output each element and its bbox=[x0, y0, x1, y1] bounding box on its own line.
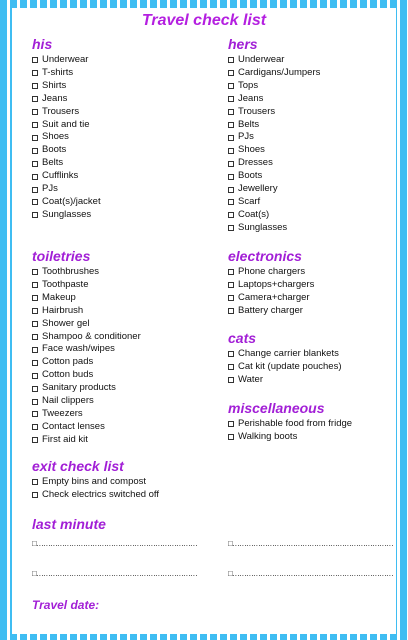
cats-list bbox=[228, 348, 342, 387]
blank-line[interactable]: □…………………………………………………………… bbox=[32, 539, 197, 548]
checklist-item[interactable] bbox=[228, 170, 320, 183]
checklist-item-label: PJs bbox=[238, 131, 254, 143]
checkbox-icon[interactable] bbox=[32, 347, 38, 353]
checklist-item[interactable] bbox=[228, 222, 320, 235]
checkbox-icon[interactable] bbox=[228, 109, 234, 115]
checkbox-icon[interactable] bbox=[228, 212, 234, 218]
checkbox-icon[interactable] bbox=[228, 70, 234, 76]
checklist-item-label: Sunglasses bbox=[42, 208, 92, 220]
his-heading: his bbox=[32, 36, 53, 52]
checklist-item[interactable] bbox=[228, 292, 314, 305]
exit-section bbox=[32, 458, 159, 502]
cats-section bbox=[228, 330, 342, 387]
checklist-item-label: Empty bins and compost bbox=[42, 476, 147, 487]
checklist-item-label: Boots bbox=[42, 144, 67, 156]
checklist-item[interactable] bbox=[228, 157, 320, 170]
checklist-item-label: Scarf bbox=[238, 195, 261, 207]
checkbox-icon[interactable] bbox=[32, 308, 38, 314]
blank-line[interactable]: □…………………………………………………………… bbox=[228, 539, 393, 548]
checkbox-icon[interactable] bbox=[32, 83, 38, 89]
checklist-item-label: PJs bbox=[42, 183, 58, 195]
checklist-item[interactable] bbox=[228, 361, 342, 374]
checkbox-icon[interactable] bbox=[32, 399, 38, 405]
cats-heading: cats bbox=[228, 330, 257, 346]
checklist-item[interactable] bbox=[32, 356, 141, 369]
checklist-item-label: Coat(s) bbox=[238, 208, 270, 220]
checkbox-icon[interactable] bbox=[32, 437, 38, 443]
checklist-item[interactable] bbox=[32, 106, 101, 119]
electronics-heading: electronics bbox=[228, 248, 302, 264]
checklist-item-label: Suit and tie bbox=[42, 118, 90, 130]
checklist-item[interactable] bbox=[32, 157, 101, 170]
checkbox-icon[interactable] bbox=[32, 57, 38, 63]
checklist-item-label: Sanitary products bbox=[42, 382, 116, 394]
checklist-item[interactable] bbox=[32, 369, 141, 382]
checkbox-icon[interactable] bbox=[32, 109, 38, 115]
blank-line[interactable]: □…………………………………………………………… bbox=[32, 569, 197, 578]
checklist-item-label: Trousers bbox=[238, 105, 276, 117]
checklist-item-label: Underwear bbox=[238, 54, 285, 65]
checklist-item-label: Cardigans/Jumpers bbox=[238, 66, 321, 78]
checkbox-icon[interactable] bbox=[228, 122, 234, 128]
checkbox-icon[interactable] bbox=[228, 96, 234, 102]
checklist-item-label: Camera+charger bbox=[238, 291, 310, 303]
checklist-item-label: Shampoo & conditioner bbox=[42, 330, 141, 342]
checklist-item-label: Boots bbox=[238, 170, 263, 182]
checklist-item[interactable] bbox=[32, 489, 159, 502]
checklist-item-label: Toothbrushes bbox=[42, 266, 100, 277]
checkbox-icon[interactable] bbox=[32, 282, 38, 288]
checklist-item-label: Battery charger bbox=[238, 304, 303, 316]
checklist-item[interactable] bbox=[32, 395, 141, 408]
checklist-item-label: Underwear bbox=[42, 54, 89, 65]
checklist-item-label: Laptops+chargers bbox=[238, 278, 315, 290]
checklist-item[interactable] bbox=[32, 343, 141, 356]
checklist-item-label: Hairbrush bbox=[42, 304, 84, 316]
checklist-item-label: Change carrier blankets bbox=[238, 348, 339, 359]
checklist-item-label: Belts bbox=[42, 157, 64, 169]
checklist-item-label: Jewellery bbox=[238, 183, 278, 195]
checkbox-icon[interactable] bbox=[32, 161, 38, 167]
checklist-item[interactable] bbox=[228, 279, 314, 292]
checklist-item[interactable] bbox=[32, 131, 101, 144]
checkbox-icon[interactable] bbox=[228, 83, 234, 89]
checkbox-icon[interactable] bbox=[228, 225, 234, 231]
checklist-item-label: Trousers bbox=[42, 105, 80, 117]
checkbox-icon[interactable] bbox=[228, 377, 234, 383]
checklist-item[interactable] bbox=[228, 374, 342, 387]
exit-list bbox=[32, 476, 159, 502]
checkbox-icon[interactable] bbox=[228, 282, 234, 288]
checkbox-icon[interactable] bbox=[32, 424, 38, 430]
checkbox-icon[interactable] bbox=[32, 148, 38, 154]
checkbox-icon[interactable] bbox=[228, 57, 234, 63]
checklist-item-label: Makeup bbox=[42, 291, 76, 303]
checkbox-icon[interactable] bbox=[32, 269, 38, 275]
checklist-item[interactable] bbox=[228, 418, 352, 431]
checkbox-icon[interactable] bbox=[32, 212, 38, 218]
checklist-item[interactable] bbox=[32, 434, 141, 447]
checkbox-icon[interactable] bbox=[228, 199, 234, 205]
blank-line[interactable]: □…………………………………………………………… bbox=[228, 569, 393, 578]
checklist-item[interactable] bbox=[32, 279, 141, 292]
checklist-item[interactable] bbox=[32, 80, 101, 93]
his-list bbox=[32, 54, 101, 222]
checklist-item-label: Cat kit (update pouches) bbox=[238, 360, 342, 372]
checkbox-icon[interactable] bbox=[228, 421, 234, 427]
checklist-item[interactable] bbox=[228, 196, 320, 209]
checkbox-icon[interactable] bbox=[228, 174, 234, 180]
checklist-item-label: Water bbox=[238, 373, 263, 385]
checkbox-icon[interactable] bbox=[228, 434, 234, 440]
hers-section bbox=[228, 36, 320, 235]
checklist-item-label: Cotton pads bbox=[42, 356, 94, 368]
checklist-item-label: Shoes bbox=[42, 131, 69, 143]
checklist-item-label: Belts bbox=[238, 118, 260, 130]
checkbox-icon[interactable] bbox=[228, 351, 234, 357]
checklist-item-label: Cotton buds bbox=[42, 369, 94, 381]
hers-heading: hers bbox=[228, 36, 258, 52]
checklist-item-label: Tweezers bbox=[42, 407, 83, 419]
checklist-item[interactable] bbox=[228, 348, 342, 361]
checklist-item-label: Cufflinks bbox=[42, 170, 79, 182]
checklist-item[interactable] bbox=[32, 119, 101, 132]
checklist-item-label: Nail clippers bbox=[42, 395, 94, 407]
checkbox-icon[interactable] bbox=[32, 411, 38, 417]
checkbox-icon[interactable] bbox=[32, 360, 38, 366]
checkbox-icon[interactable] bbox=[32, 295, 38, 301]
checklist-item[interactable] bbox=[32, 183, 101, 196]
checkbox-icon[interactable] bbox=[32, 199, 38, 205]
checkbox-icon[interactable] bbox=[32, 334, 38, 340]
toiletries-heading: toiletries bbox=[32, 248, 91, 264]
checklist-sheet bbox=[12, 8, 396, 634]
checklist-item[interactable] bbox=[32, 209, 101, 222]
checkbox-icon[interactable] bbox=[32, 135, 38, 141]
checklist-item[interactable] bbox=[32, 305, 141, 318]
checklist-item[interactable] bbox=[32, 421, 141, 434]
checklist-item-label: T-shirts bbox=[42, 66, 74, 78]
checklist-item-label: Tops bbox=[238, 79, 259, 91]
checklist-item[interactable] bbox=[32, 331, 141, 344]
exit-heading: exit check list bbox=[32, 458, 124, 474]
checklist-item-label: Contact lenses bbox=[42, 420, 105, 432]
last-minute-section bbox=[32, 516, 106, 534]
checklist-item[interactable] bbox=[32, 382, 141, 395]
checklist-item[interactable] bbox=[32, 318, 141, 331]
checklist-item-label: Sunglasses bbox=[238, 221, 288, 233]
checkbox-icon[interactable] bbox=[32, 492, 38, 498]
checklist-item-label: Face wash/wipes bbox=[42, 343, 115, 355]
checklist-item[interactable] bbox=[228, 209, 320, 222]
checklist-item[interactable] bbox=[228, 144, 320, 157]
miscellaneous-list bbox=[228, 418, 352, 444]
checklist-item[interactable] bbox=[228, 80, 320, 93]
checklist-item[interactable] bbox=[32, 266, 141, 279]
checkbox-icon[interactable] bbox=[228, 187, 234, 193]
checkbox-icon[interactable] bbox=[32, 321, 38, 327]
checkbox-icon[interactable] bbox=[32, 479, 38, 485]
hers-list bbox=[228, 54, 320, 235]
checkbox-icon[interactable] bbox=[32, 70, 38, 76]
checklist-item[interactable] bbox=[228, 266, 314, 279]
checklist-item-label: First aid kit bbox=[42, 433, 88, 445]
his-section bbox=[32, 36, 101, 222]
checklist-item[interactable] bbox=[32, 144, 101, 157]
checkbox-icon[interactable] bbox=[32, 96, 38, 102]
checklist-item-label: Dresses bbox=[238, 157, 273, 169]
checkbox-icon[interactable] bbox=[32, 187, 38, 193]
checkbox-icon[interactable] bbox=[228, 161, 234, 167]
checkbox-icon[interactable] bbox=[228, 308, 234, 314]
checklist-item[interactable] bbox=[32, 170, 101, 183]
checkbox-icon[interactable] bbox=[32, 373, 38, 379]
last-minute-heading: last minute bbox=[32, 516, 106, 532]
checklist-item[interactable] bbox=[32, 408, 141, 421]
checklist-item-label: Shirts bbox=[42, 79, 67, 91]
checkbox-icon[interactable] bbox=[32, 122, 38, 128]
electronics-list bbox=[228, 266, 314, 318]
checklist-item[interactable] bbox=[32, 93, 101, 106]
checkbox-icon[interactable] bbox=[228, 295, 234, 301]
checklist-item-label: Toothpaste bbox=[42, 278, 89, 290]
checklist-item[interactable] bbox=[32, 54, 101, 67]
checklist-item[interactable] bbox=[228, 183, 320, 196]
checklist-item[interactable] bbox=[228, 54, 320, 67]
checklist-item[interactable] bbox=[228, 106, 320, 119]
checklist-item-label: Shower gel bbox=[42, 317, 90, 329]
checklist-item-label: Jeans bbox=[42, 92, 68, 104]
checkbox-icon[interactable] bbox=[228, 148, 234, 154]
checklist-item[interactable] bbox=[228, 93, 320, 106]
checklist-item[interactable] bbox=[228, 431, 352, 444]
checkbox-icon[interactable] bbox=[228, 269, 234, 275]
miscellaneous-heading: miscellaneous bbox=[228, 400, 325, 416]
checklist-item[interactable] bbox=[32, 476, 159, 489]
checkbox-icon[interactable] bbox=[228, 364, 234, 370]
checklist-item[interactable] bbox=[228, 119, 320, 132]
checklist-item-label: Shoes bbox=[238, 144, 265, 156]
checklist-item-label: Phone chargers bbox=[238, 266, 306, 277]
electronics-section bbox=[228, 248, 314, 318]
travel-date-label: Travel date: bbox=[32, 598, 100, 612]
checklist-item[interactable] bbox=[228, 67, 320, 80]
checklist-item[interactable] bbox=[32, 67, 101, 80]
checkbox-icon[interactable] bbox=[32, 174, 38, 180]
toiletries-section bbox=[32, 248, 141, 447]
checklist-item[interactable] bbox=[32, 292, 141, 305]
checkbox-icon[interactable] bbox=[228, 135, 234, 141]
toiletries-list bbox=[32, 266, 141, 447]
checklist-item[interactable] bbox=[228, 131, 320, 144]
checklist-item-label: Perishable food from fridge bbox=[238, 418, 353, 429]
page-title: Travel check list bbox=[141, 12, 267, 29]
miscellaneous-section bbox=[228, 400, 352, 444]
checklist-item-label: Jeans bbox=[238, 92, 264, 104]
checklist-item-label: Coat(s)/jacket bbox=[42, 195, 101, 207]
checklist-item[interactable] bbox=[32, 196, 101, 209]
checklist-item[interactable] bbox=[228, 305, 314, 318]
checklist-item-label: Check electrics switched off bbox=[42, 488, 160, 500]
checkbox-icon[interactable] bbox=[32, 386, 38, 392]
checklist-item-label: Walking boots bbox=[238, 430, 298, 442]
